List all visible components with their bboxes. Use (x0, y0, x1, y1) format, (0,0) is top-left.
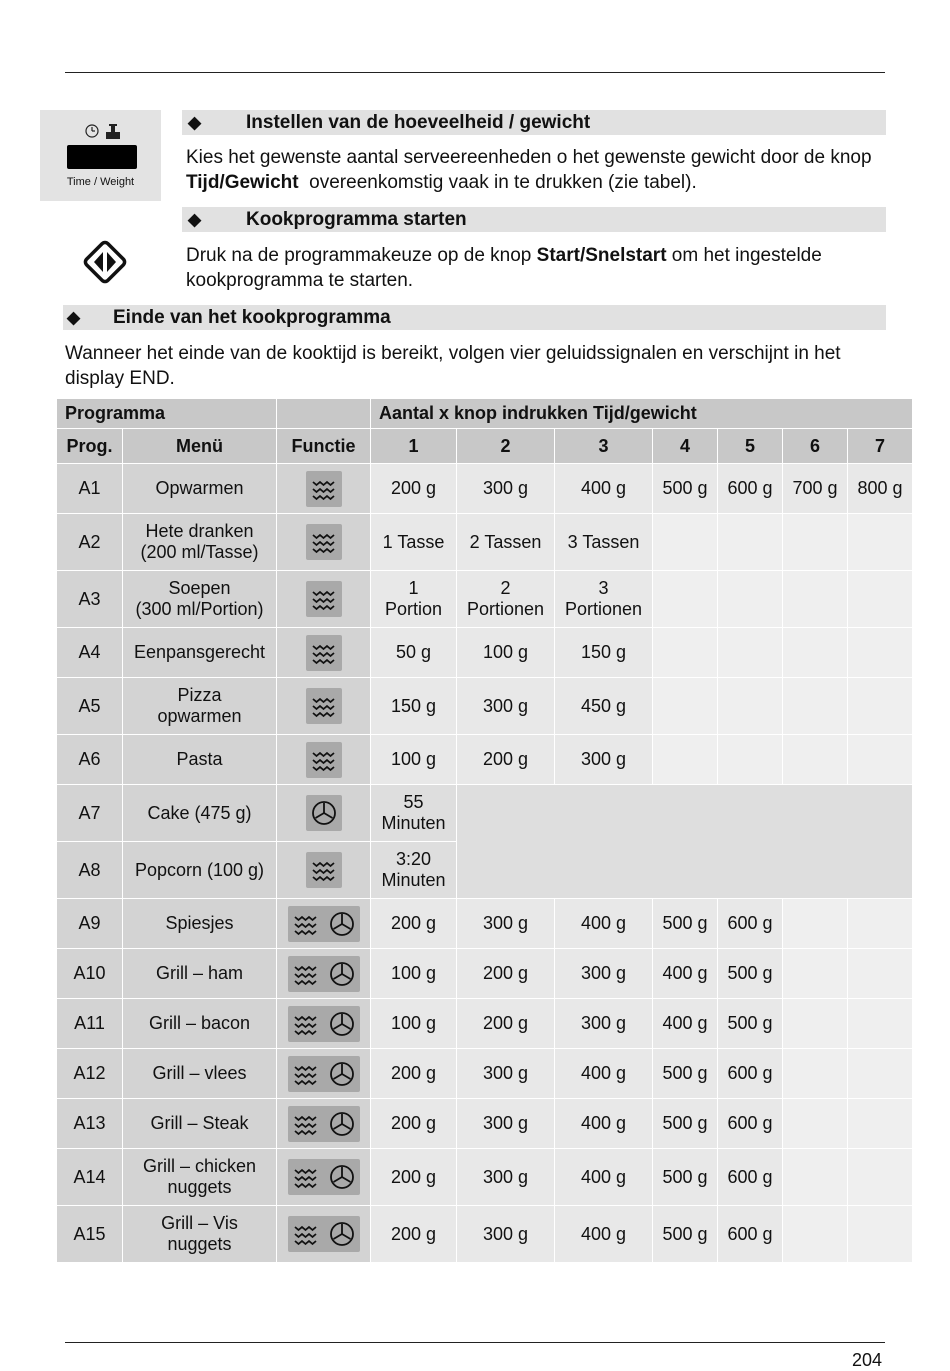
column-header: 1 (371, 429, 457, 464)
value-cell: 200 g (457, 735, 555, 785)
value-cell: 150 g (555, 628, 653, 678)
value-cell: 400 g (555, 899, 653, 949)
menu-line: Eenpansgerecht (133, 642, 266, 662)
section-title-end: Einde van het kookprogramma (113, 307, 391, 328)
paragraph-start: Druk na de programmakeuze op de knop Start/Snelstart om het ingestelde kookprogramma te starten. (186, 245, 822, 291)
start-button-icon (80, 237, 130, 287)
value-cell (371, 785, 457, 842)
empty-cell (848, 1099, 913, 1149)
function-icons (288, 1056, 360, 1092)
column-header: Prog. (57, 429, 123, 464)
value-cell (457, 571, 555, 628)
section-title-start: Kookprogramma starten (246, 209, 467, 230)
empty-cell (848, 514, 913, 571)
function-icons (306, 742, 342, 778)
value-cell: 200 g (371, 1099, 457, 1149)
function-cell (277, 842, 371, 899)
menu-line: Grill – Vis (161, 1213, 238, 1233)
function-icons (306, 795, 342, 831)
menu-line: Grill – chicken (142, 1156, 257, 1176)
menu-cell (123, 842, 277, 899)
menu-cell (123, 1049, 277, 1099)
column-header: 5 (718, 429, 783, 464)
value-cell: 200 g (371, 1206, 457, 1263)
menu-line: Cake (475 g) (147, 802, 252, 823)
menu-line: Popcorn (100 g) (134, 859, 265, 880)
table-row (57, 1149, 913, 1206)
value-cell: 400 g (653, 949, 718, 999)
microwave-icon (291, 1059, 321, 1089)
value-cell: 1 Tasse (371, 514, 457, 571)
cell-line: 2 (500, 578, 511, 598)
cell-line: Portionen (564, 599, 643, 619)
function-cell (277, 571, 371, 628)
menu-cell (123, 678, 277, 735)
menu-cell (123, 899, 277, 949)
value-cell: 450 g (555, 678, 653, 735)
function-cell (277, 464, 371, 514)
value-cell (371, 571, 457, 628)
merged-empty-cell (457, 785, 913, 899)
menu-line: Soepen (168, 578, 231, 598)
display-panel (67, 145, 137, 169)
menu-cell (123, 628, 277, 678)
value-cell: 200 g (371, 899, 457, 949)
empty-cell (718, 628, 783, 678)
fan-icon (327, 1059, 357, 1089)
empty-cell (783, 949, 848, 999)
value-cell: 600 g (718, 1049, 783, 1099)
value-cell: 300 g (457, 1206, 555, 1263)
function-icons (306, 852, 342, 888)
value-cell: 700 g (783, 464, 848, 514)
value-cell: 200 g (457, 999, 555, 1049)
header-blank (277, 399, 371, 429)
fan-icon (327, 1009, 357, 1039)
value-cell: 100 g (371, 999, 457, 1049)
microwave-icon (309, 527, 339, 557)
value-cell: 100 g (457, 628, 555, 678)
menu-line: opwarmen (157, 706, 242, 726)
table-row (57, 949, 913, 999)
microwave-icon (291, 1109, 321, 1139)
prog-cell: A5 (57, 678, 123, 735)
empty-cell (848, 949, 913, 999)
empty-cell (783, 571, 848, 628)
empty-cell (848, 628, 913, 678)
empty-cell (848, 999, 913, 1049)
menu-line: Spiesjes (165, 913, 234, 933)
cell-line: 1 (408, 578, 419, 598)
empty-cell (783, 514, 848, 571)
function-cell (277, 1049, 371, 1099)
value-cell: 600 g (718, 1099, 783, 1149)
table-row (57, 678, 913, 735)
value-cell: 500 g (718, 999, 783, 1049)
function-icons (288, 906, 360, 942)
menu-cell (123, 1099, 277, 1149)
function-cell (277, 678, 371, 735)
function-icons (306, 471, 342, 507)
value-cell: 500 g (653, 464, 718, 514)
fan-icon (327, 959, 357, 989)
value-cell: 600 g (718, 464, 783, 514)
value-cell: 800 g (848, 464, 913, 514)
microwave-icon (309, 855, 339, 885)
microwave-icon (291, 1219, 321, 1249)
microwave-icon (291, 1162, 321, 1192)
column-header: 7 (848, 429, 913, 464)
header-presses: Aantal x knop indrukken Tijd/gewicht (371, 399, 913, 429)
prog-cell: A7 (57, 785, 123, 842)
function-cell (277, 1099, 371, 1149)
prog-cell: A2 (57, 514, 123, 571)
prog-cell: A3 (57, 571, 123, 628)
bold-time-weight: Tijd/Gewicht (186, 172, 299, 193)
fan-icon (327, 909, 357, 939)
empty-cell (783, 899, 848, 949)
table-row (57, 999, 913, 1049)
program-table (56, 398, 913, 1263)
empty-cell (848, 735, 913, 785)
menu-line: Grill – bacon (148, 1013, 251, 1033)
empty-cell (718, 735, 783, 785)
function-icons (288, 1106, 360, 1142)
paragraph-end: Wanneer het einde van de kooktijd is bereikt, volgen vier geluidssignalen en verschijnt in het display END. (65, 343, 841, 389)
empty-cell (848, 899, 913, 949)
microwave-icon (309, 584, 339, 614)
microwave-icon (309, 745, 339, 775)
value-cell: 400 g (555, 464, 653, 514)
value-cell: 400 g (653, 999, 718, 1049)
section-header-end (63, 305, 886, 330)
table-row (57, 1206, 913, 1263)
menu-line: Grill – Steak (150, 1113, 249, 1133)
cell-line: Minuten (381, 870, 446, 890)
value-cell (371, 842, 457, 899)
empty-cell (783, 1206, 848, 1263)
fan-icon (327, 1109, 357, 1139)
value-cell: 500 g (653, 899, 718, 949)
microwave-icon (291, 1009, 321, 1039)
menu-line: Opwarmen (155, 478, 244, 498)
fan-icon (309, 798, 339, 828)
prog-cell: A8 (57, 842, 123, 899)
table-row (57, 735, 913, 785)
function-cell (277, 949, 371, 999)
cell-line: 55 (403, 792, 424, 812)
value-cell: 200 g (457, 949, 555, 999)
menu-line: Hete dranken (145, 521, 254, 541)
function-icons (288, 956, 360, 992)
value-cell: 600 g (718, 1149, 783, 1206)
cell-line: 3 (598, 578, 609, 598)
empty-cell (783, 1049, 848, 1099)
empty-cell (848, 571, 913, 628)
menu-cell (123, 464, 277, 514)
column-header: Functie (277, 429, 371, 464)
menu-line: nuggets (167, 1177, 232, 1197)
menu-cell (123, 999, 277, 1049)
prog-cell: A12 (57, 1049, 123, 1099)
menu-cell (123, 1206, 277, 1263)
empty-cell (848, 1049, 913, 1099)
column-header: 3 (555, 429, 653, 464)
prog-cell: A1 (57, 464, 123, 514)
function-cell (277, 735, 371, 785)
function-cell (277, 999, 371, 1049)
value-cell: 300 g (457, 1049, 555, 1099)
prog-cell: A14 (57, 1149, 123, 1206)
value-cell: 300 g (457, 678, 555, 735)
column-header: Menü (123, 429, 277, 464)
microwave-icon (291, 959, 321, 989)
value-cell: 100 g (371, 735, 457, 785)
function-icons (306, 688, 342, 724)
cell-line: 3:20 (395, 849, 432, 869)
value-cell: 300 g (555, 949, 653, 999)
section-header-start (182, 207, 886, 232)
function-cell (277, 514, 371, 571)
function-cell (277, 899, 371, 949)
empty-cell (718, 514, 783, 571)
empty-cell (783, 628, 848, 678)
table-row (57, 899, 913, 949)
menu-cell (123, 571, 277, 628)
menu-cell (123, 735, 277, 785)
menu-line: nuggets (167, 1234, 232, 1254)
menu-line: (300 ml/Portion) (135, 599, 264, 619)
empty-cell (653, 628, 718, 678)
microwave-icon (309, 474, 339, 504)
value-cell: 400 g (555, 1099, 653, 1149)
function-cell (277, 1149, 371, 1206)
value-cell: 500 g (718, 949, 783, 999)
table-row (57, 628, 913, 678)
value-cell: 300 g (457, 464, 555, 514)
empty-cell (653, 678, 718, 735)
value-cell: 400 g (555, 1149, 653, 1206)
function-cell (277, 785, 371, 842)
function-icons (306, 635, 342, 671)
empty-cell (783, 1149, 848, 1206)
section-title-amount: Instellen van de hoeveelheid / gewicht (246, 112, 591, 133)
empty-cell (653, 514, 718, 571)
column-header: 4 (653, 429, 718, 464)
empty-cell (783, 678, 848, 735)
empty-cell (653, 571, 718, 628)
cell-line: Portionen (466, 599, 545, 619)
header-programma: Programma (57, 399, 277, 429)
menu-line: Grill – ham (155, 963, 244, 983)
function-cell (277, 628, 371, 678)
table-row (57, 1099, 913, 1149)
empty-cell (848, 678, 913, 735)
value-cell: 200 g (371, 1149, 457, 1206)
cell-line: Minuten (381, 813, 446, 833)
microwave-icon (291, 909, 321, 939)
table-row (57, 571, 913, 628)
table-row (57, 1049, 913, 1099)
menu-line: Pasta (176, 749, 223, 769)
menu-cell (123, 785, 277, 842)
paragraph-amount: Kies het gewenste aantal serveereenheden o het gewenste gewicht door de knop Tijd/Gewicht overeenkomstig vaak in te drukken (zie tabel). (186, 147, 872, 193)
value-cell: 300 g (555, 999, 653, 1049)
diamond-bullet-icon: ◆ (188, 113, 202, 132)
value-cell: 300 g (457, 899, 555, 949)
value-cell: 300 g (457, 1099, 555, 1149)
empty-cell (783, 999, 848, 1049)
empty-cell (848, 1206, 913, 1263)
value-cell: 3 Tassen (555, 514, 653, 571)
fan-icon (327, 1162, 357, 1192)
empty-cell (783, 1099, 848, 1149)
page-number: 204 (851, 1350, 882, 1370)
empty-cell (848, 1149, 913, 1206)
empty-cell (783, 735, 848, 785)
value-cell: 300 g (457, 1149, 555, 1206)
value-cell: 400 g (555, 1049, 653, 1099)
function-cell (277, 1206, 371, 1263)
cell-line: Portion (384, 599, 443, 619)
value-cell (555, 571, 653, 628)
function-icons (306, 581, 342, 617)
function-icons (288, 1159, 360, 1195)
prog-cell: A10 (57, 949, 123, 999)
diamond-bullet-icon: ◆ (188, 210, 202, 229)
menu-cell (123, 949, 277, 999)
table-row (57, 514, 913, 571)
value-cell: 400 g (555, 1206, 653, 1263)
clock-scale-icon (71, 122, 131, 140)
value-cell: 300 g (555, 735, 653, 785)
footer-rule (65, 1342, 885, 1343)
prog-cell: A15 (57, 1206, 123, 1263)
value-cell: 2 Tassen (457, 514, 555, 571)
prog-cell: A11 (57, 999, 123, 1049)
microwave-icon (309, 691, 339, 721)
value-cell: 500 g (653, 1149, 718, 1206)
section-header-amount (182, 110, 886, 135)
fan-icon (327, 1219, 357, 1249)
column-header: 6 (783, 429, 848, 464)
microwave-icon (309, 638, 339, 668)
function-icons (288, 1006, 360, 1042)
table-row (57, 464, 913, 514)
prog-cell: A13 (57, 1099, 123, 1149)
empty-cell (718, 678, 783, 735)
prog-cell: A4 (57, 628, 123, 678)
value-cell: 50 g (371, 628, 457, 678)
value-cell: 150 g (371, 678, 457, 735)
diamond-bullet-icon: ◆ (67, 308, 81, 327)
menu-cell (123, 514, 277, 571)
bold-start-snelstart: Start/Snelstart (536, 245, 667, 266)
value-cell: 100 g (371, 949, 457, 999)
prog-cell: A9 (57, 899, 123, 949)
value-cell: 500 g (653, 1099, 718, 1149)
menu-line: Grill – vlees (152, 1063, 247, 1083)
time-weight-label: Time / Weight (66, 176, 135, 188)
table-row (57, 785, 913, 842)
value-cell: 500 g (653, 1206, 718, 1263)
value-cell: 200 g (371, 1049, 457, 1099)
column-header: 2 (457, 429, 555, 464)
menu-line: (200 ml/Tasse) (140, 542, 259, 562)
header-rule (65, 72, 885, 73)
value-cell: 500 g (653, 1049, 718, 1099)
menu-line: Pizza (177, 685, 222, 705)
time-weight-button-illustration (40, 110, 161, 201)
value-cell: 600 g (718, 1206, 783, 1263)
prog-cell: A6 (57, 735, 123, 785)
empty-cell (653, 735, 718, 785)
value-cell: 600 g (718, 899, 783, 949)
empty-cell (718, 571, 783, 628)
menu-cell (123, 1149, 277, 1206)
function-icons (306, 524, 342, 560)
function-icons (288, 1216, 360, 1252)
value-cell: 200 g (371, 464, 457, 514)
